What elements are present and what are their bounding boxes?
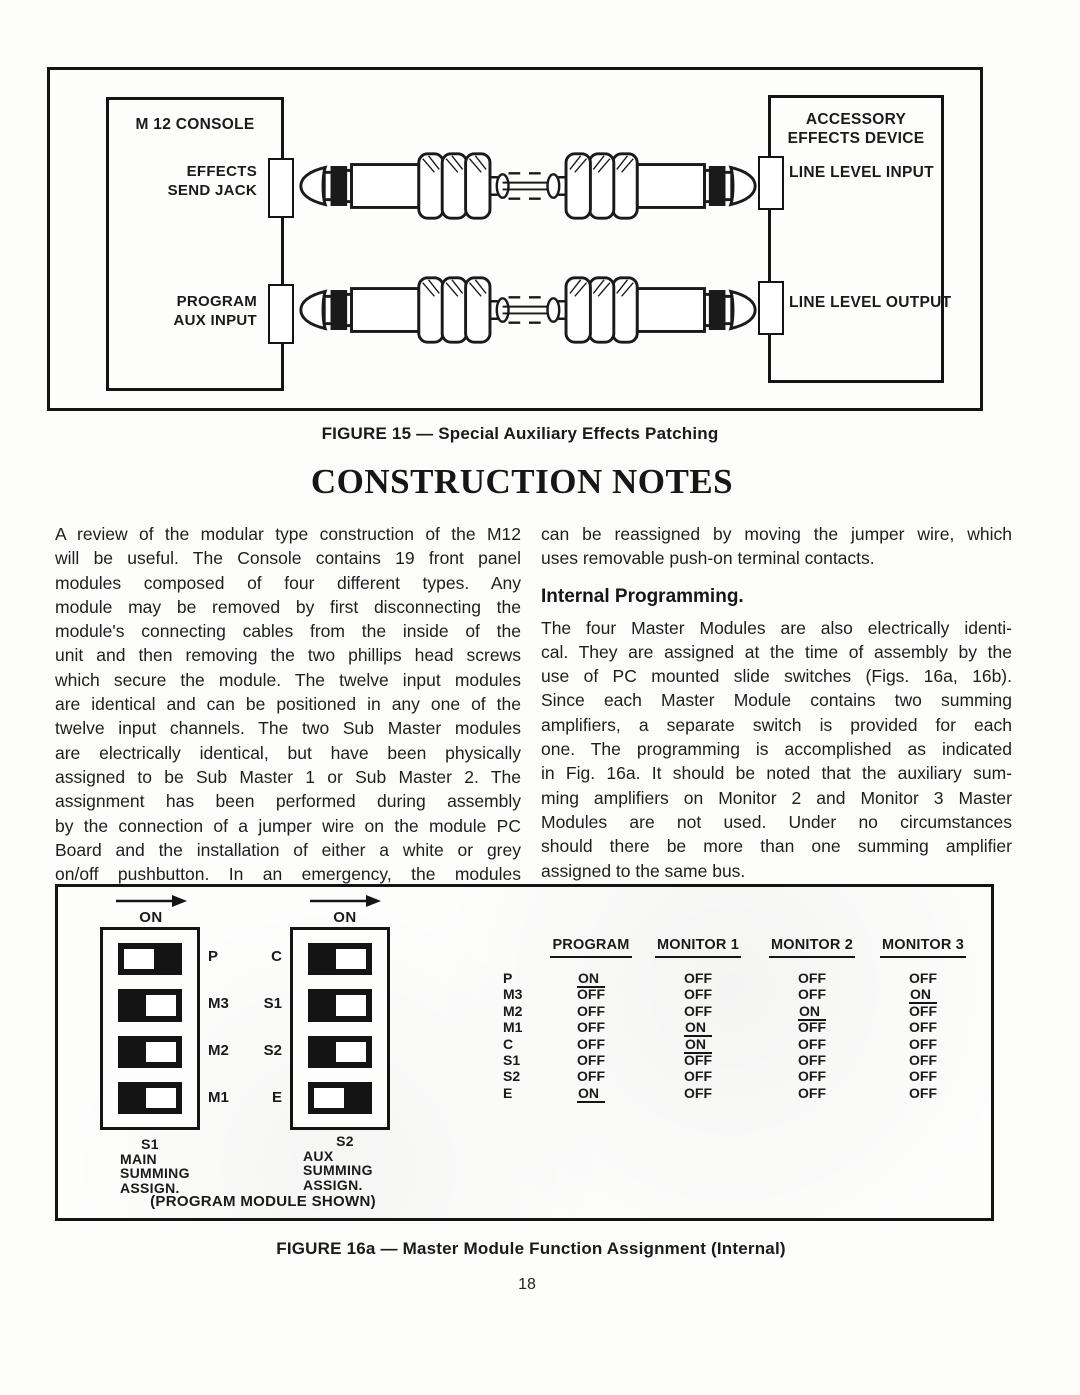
table-cell: OFF (909, 1084, 937, 1101)
body-line: module may be removed by first disconnecting the (55, 596, 521, 617)
row-label: P (503, 970, 513, 986)
internal-programming-heading: Internal Programming. (541, 585, 744, 607)
console-title: M 12 CONSOLE (135, 116, 255, 133)
table-row (503, 1036, 979, 1052)
table-cell: OFF (909, 1002, 937, 1019)
figure-16a-diagram (55, 884, 994, 1221)
table-row (503, 970, 979, 986)
row-label: M2 (503, 1002, 523, 1019)
body-line: uses removable push-on terminal contacts. (541, 548, 875, 569)
switch-slider (143, 992, 179, 1018)
table-cell: OFF (577, 1035, 605, 1052)
line-level-input-label: LINE LEVEL INPUT (789, 164, 934, 181)
body-column-left (55, 522, 521, 886)
page-number: 18 (518, 1276, 536, 1293)
aux-summing-caption (290, 1134, 400, 1192)
body-line: twelve input channels. The two Sub Master modules (55, 718, 521, 739)
dip-switch (308, 1036, 372, 1068)
table-row (503, 1019, 979, 1035)
device-jack-port-2 (758, 281, 784, 335)
switch-label: M1 (208, 1089, 229, 1106)
body-line: modules composed of four different types. Any (55, 572, 521, 593)
table-cell: OFF (577, 986, 605, 1003)
switch-slider (143, 1085, 179, 1111)
line-level-output-label: LINE LEVEL OUTPUT (789, 294, 952, 311)
table-row (503, 1003, 979, 1019)
assignment-table-body (503, 970, 979, 1101)
body-line: are electrically identical, but have been physically (55, 742, 521, 763)
switch-label: M3 (208, 995, 229, 1012)
aux-summing-switch-block (290, 927, 390, 1130)
switch-slider (333, 992, 369, 1018)
table-cell: OFF (798, 1068, 826, 1085)
right-paragraph-2 (541, 616, 1012, 883)
body-line: which secure the module. The twelve input modules (55, 669, 521, 690)
accessory-effects-device-box (768, 95, 952, 383)
table-cell: ON (577, 1085, 605, 1103)
page-title: CONSTRUCTION NOTES (310, 462, 734, 501)
body-line: The four Master Modules are also electrically identi- (541, 617, 1012, 638)
on-direction-arrow-icon (308, 893, 382, 909)
on-direction-arrow-icon (114, 893, 188, 909)
body-line: assignment has been performed during assembly (55, 791, 521, 812)
device-jack-port-1 (758, 156, 784, 210)
patch-cable-bottom-illustration (294, 270, 762, 350)
device-title: ACCESSORY EFFECTS DEVICE (787, 111, 925, 147)
row-label: C (503, 1035, 514, 1052)
body-line: ming amplifiers on Monitor 2 and Monitor 3 Master (541, 787, 1012, 808)
body-line: can be reassigned by moving the jumper wire, which (541, 524, 1012, 544)
caption-line: SUMMING (303, 1162, 373, 1178)
dip-switch (118, 989, 182, 1021)
body-line: cal. They are assigned at the time of assembly by the (541, 641, 1012, 662)
m12-console-box (106, 97, 284, 391)
main-switch-labels (208, 927, 229, 1127)
table-cell: OFF (684, 1084, 712, 1101)
console-jack-port-1 (268, 158, 294, 218)
switch-slider (143, 1039, 179, 1065)
column-header: MONITOR 2 (769, 937, 855, 958)
row-label: M3 (503, 986, 523, 1003)
program-aux-input-label: PROGRAM AUX INPUT (173, 293, 257, 329)
figure-16a-caption: FIGURE 16a — Master Module Function Assignment (Internal) (276, 1239, 786, 1258)
assignment-table-header (503, 937, 979, 957)
body-line: will be useful. The Console contains 19 front panel (55, 548, 521, 569)
body-line: amplifiers, a separate switch is provided for each (541, 714, 1012, 735)
table-row (503, 986, 979, 1002)
table-cell: OFF (798, 1051, 826, 1068)
body-line: are identical and can be positioned in any one of the (55, 694, 521, 715)
caption-line: SUMMING (120, 1165, 190, 1181)
figure-15-caption: FIGURE 15 — Special Auxiliary Effects Patching (321, 424, 719, 443)
table-cell: ON (684, 1019, 712, 1037)
body-line: assigned to the same bus. (541, 860, 746, 881)
table-cell: OFF (684, 1051, 712, 1068)
body-line: in Fig. 16a. It should be noted that the auxiliary sum- (541, 763, 1012, 784)
switch-label: P (208, 948, 219, 965)
table-cell: OFF (798, 1035, 826, 1052)
table-cell: OFF (909, 1019, 937, 1036)
table-cell: OFF (798, 970, 826, 986)
effects-send-jack-label: EFFECTS SEND JACK (167, 163, 257, 199)
table-cell: OFF (909, 1035, 937, 1052)
body-line: on/off pushbutton. In an emergency, the modules (55, 864, 521, 885)
module-shown-note: (PROGRAM MODULE SHOWN) (150, 1193, 376, 1210)
table-cell: ON (798, 1003, 826, 1021)
table-cell: OFF (798, 986, 826, 1003)
table-cell: OFF (577, 1019, 605, 1036)
row-label: S1 (503, 1051, 521, 1068)
main-summing-caption (100, 1137, 200, 1195)
caption-line: ASSIGN. (120, 1179, 180, 1196)
table-cell: OFF (684, 986, 712, 1003)
caption-line: MAIN (120, 1150, 157, 1167)
assignment-table (503, 937, 979, 1101)
main-summing-switch-block (100, 927, 200, 1130)
switch-label: S2 (263, 1042, 282, 1059)
body-line: unit and then removing the two phillips head screws (55, 645, 521, 666)
body-line: Modules are not used. Under no circumstances (541, 811, 1012, 832)
dip-switch (118, 1082, 182, 1114)
table-cell: OFF (684, 970, 712, 986)
table-cell: OFF (798, 1019, 826, 1036)
table-cell: OFF (909, 1068, 937, 1085)
body-line: should there be more than one summing amplifier (541, 836, 1012, 857)
dip-switch (308, 1082, 372, 1114)
dip-switch (118, 943, 182, 975)
column-header: MONITOR 3 (880, 937, 966, 958)
body-line: Since each Master Module contains two summing (541, 690, 1012, 711)
dip-switch (308, 943, 372, 975)
table-cell: ON (909, 986, 937, 1004)
patch-cable-top-illustration (294, 146, 762, 226)
column-header: MONITOR 1 (655, 937, 741, 958)
row-label: E (503, 1084, 513, 1101)
table-cell: OFF (909, 1051, 937, 1068)
row-label: M1 (503, 1019, 523, 1036)
left-paragraph (55, 522, 521, 886)
body-line: module's connecting cables from the inside of the (55, 621, 521, 642)
switch-slider (121, 946, 157, 972)
table-cell: OFF (798, 1084, 826, 1101)
table-cell: OFF (684, 1068, 712, 1085)
switch-label: E (271, 1089, 282, 1106)
table-cell: OFF (577, 1068, 605, 1085)
switch-slider (333, 946, 369, 972)
body-column-right (541, 522, 1012, 883)
console-jack-port-2 (268, 284, 294, 344)
table-row (503, 1052, 979, 1068)
row-label: S2 (503, 1068, 521, 1085)
table-cell: OFF (577, 1002, 605, 1019)
body-line: Board and the installation of either a white or grey (55, 839, 521, 860)
switch-label: S1 (263, 995, 282, 1012)
table-row (503, 1068, 979, 1084)
body-line: assigned to be Sub Master 1 or Sub Master 2. The (55, 766, 521, 787)
switch-label: M2 (208, 1042, 229, 1059)
caption-line: AUX (303, 1147, 334, 1164)
right-paragraph-1 (541, 522, 1012, 571)
figure-15-diagram (47, 67, 983, 411)
caption-line: S2 (336, 1133, 354, 1149)
table-row (503, 1085, 979, 1101)
caption-line: S1 (141, 1136, 159, 1152)
body-line: use of PC mounted slide switches (Figs. 16a, 16b). (541, 666, 1012, 687)
dip-switch (308, 989, 372, 1021)
table-cell: OFF (909, 970, 937, 986)
switch-label: C (271, 948, 282, 965)
caption-line: ASSIGN. (303, 1176, 363, 1193)
dip-switch (118, 1036, 182, 1068)
column-header: PROGRAM (550, 937, 631, 958)
on-label-1: ON (139, 909, 163, 926)
table-cell: ON (577, 970, 605, 988)
body-line: A review of the modular type construction of the M12 (55, 524, 521, 544)
body-line: one. The programming is accomplished as indicated (541, 739, 1012, 760)
table-cell: ON (684, 1036, 712, 1054)
switch-slider (333, 1039, 369, 1065)
on-label-2: ON (333, 909, 357, 926)
table-cell: OFF (684, 1002, 712, 1019)
table-cell: OFF (577, 1051, 605, 1068)
body-line: by the connection of a jumper wire on the module PC (55, 815, 521, 836)
switch-slider (311, 1085, 347, 1111)
aux-switch-labels (238, 927, 282, 1127)
